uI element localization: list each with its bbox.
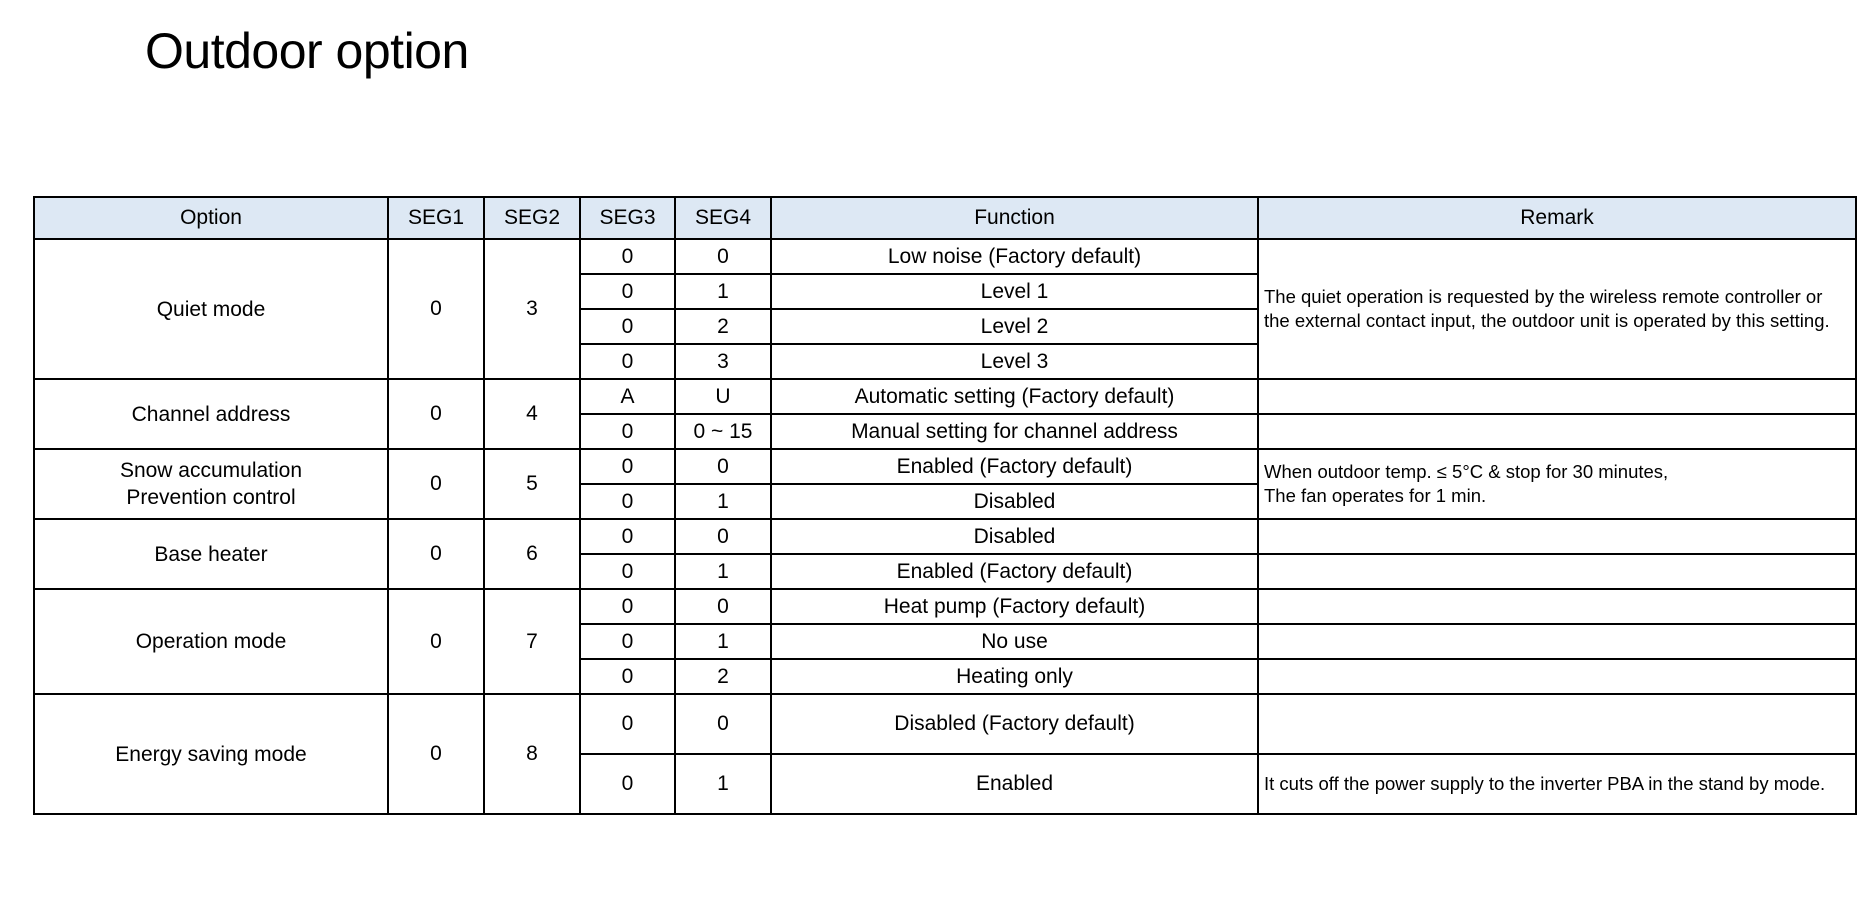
remark-text <box>1258 519 1856 554</box>
seg4-value: 2 <box>675 659 771 694</box>
function-text: Enabled <box>771 754 1258 814</box>
function-text: Manual setting for channel address <box>771 414 1258 449</box>
function-text: Automatic setting (Factory default) <box>771 379 1258 414</box>
function-text: Enabled (Factory default) <box>771 449 1258 484</box>
remark-text <box>1258 449 1856 519</box>
seg4-value: 0 ~ 15 <box>675 414 771 449</box>
seg4-value: 0 <box>675 589 771 624</box>
header-remark: Remark <box>1258 197 1856 239</box>
table-row <box>34 694 1856 754</box>
function-text: Level 1 <box>771 274 1258 309</box>
seg4-value: 1 <box>675 624 771 659</box>
header-option: Option <box>34 197 388 239</box>
table-row <box>34 589 1856 624</box>
function-text: No use <box>771 624 1258 659</box>
seg3-value: A <box>580 379 675 414</box>
function-text: Disabled <box>771 519 1258 554</box>
function-text: Level 2 <box>771 309 1258 344</box>
seg4-value: 0 <box>675 239 771 274</box>
option-name-line: Prevention control <box>126 486 296 509</box>
remark-text: It cuts off the power supply to the inverter PBA in the stand by mode. <box>1258 754 1856 814</box>
seg3-value: 0 <box>580 484 675 519</box>
remark-text: The quiet operation is requested by the wireless remote controller or the external contact input, the outdoor unit is operated by this setting. <box>1258 239 1856 379</box>
seg4-value: 1 <box>675 754 771 814</box>
option-name: Base heater <box>34 519 388 589</box>
table-row <box>34 239 1856 274</box>
seg2-value: 7 <box>484 589 580 694</box>
seg2-value: 8 <box>484 694 580 814</box>
seg3-value: 0 <box>580 589 675 624</box>
header-row <box>34 197 1856 239</box>
seg2-value: 4 <box>484 379 580 449</box>
seg4-value: 3 <box>675 344 771 379</box>
seg4-value: 1 <box>675 274 771 309</box>
seg3-value: 0 <box>580 519 675 554</box>
seg1-value: 0 <box>388 589 484 694</box>
seg3-value: 0 <box>580 554 675 589</box>
function-text: Heating only <box>771 659 1258 694</box>
header-seg1: SEG1 <box>388 197 484 239</box>
seg3-value: 0 <box>580 344 675 379</box>
function-text: Low noise (Factory default) <box>771 239 1258 274</box>
function-text: Disabled (Factory default) <box>771 694 1258 754</box>
option-name <box>34 449 388 519</box>
seg1-value: 0 <box>388 379 484 449</box>
seg3-value: 0 <box>580 449 675 484</box>
option-name: Operation mode <box>34 589 388 694</box>
seg3-value: 0 <box>580 239 675 274</box>
remark-line: When outdoor temp. ≤ 5°C & stop for 30 minutes, <box>1264 461 1669 482</box>
remark-text <box>1258 659 1856 694</box>
seg1-value: 0 <box>388 239 484 379</box>
outdoor-option-table <box>33 196 1857 815</box>
table-row <box>34 519 1856 554</box>
remark-text <box>1258 379 1856 414</box>
function-text: Heat pump (Factory default) <box>771 589 1258 624</box>
remark-text <box>1258 414 1856 449</box>
seg4-value: U <box>675 379 771 414</box>
seg3-value: 0 <box>580 659 675 694</box>
seg4-value: 0 <box>675 449 771 484</box>
seg4-value: 2 <box>675 309 771 344</box>
option-name-line: Snow accumulation <box>119 459 303 482</box>
seg3-value: 0 <box>580 754 675 814</box>
option-name: Quiet mode <box>34 239 388 379</box>
seg4-value: 1 <box>675 554 771 589</box>
header-seg4: SEG4 <box>675 197 771 239</box>
seg3-value: 0 <box>580 694 675 754</box>
seg3-value: 0 <box>580 274 675 309</box>
table-row <box>34 449 1856 484</box>
seg3-value: 0 <box>580 309 675 344</box>
table-row <box>34 379 1856 414</box>
remark-text <box>1258 694 1856 754</box>
seg1-value: 0 <box>388 449 484 519</box>
remark-text <box>1258 589 1856 624</box>
option-name: Channel address <box>34 379 388 449</box>
page-title: Outdoor option <box>145 23 469 79</box>
seg4-value: 0 <box>675 519 771 554</box>
header-function: Function <box>771 197 1258 239</box>
option-name: Energy saving mode <box>34 694 388 814</box>
seg3-value: 0 <box>580 414 675 449</box>
remark-text <box>1258 624 1856 659</box>
function-text: Enabled (Factory default) <box>771 554 1258 589</box>
seg4-value: 0 <box>675 694 771 754</box>
function-text: Level 3 <box>771 344 1258 379</box>
seg1-value: 0 <box>388 694 484 814</box>
function-text: Disabled <box>771 484 1258 519</box>
seg2-value: 5 <box>484 449 580 519</box>
seg2-value: 3 <box>484 239 580 379</box>
seg4-value: 1 <box>675 484 771 519</box>
header-seg3: SEG3 <box>580 197 675 239</box>
remark-line: The fan operates for 1 min. <box>1264 485 1487 506</box>
seg3-value: 0 <box>580 624 675 659</box>
seg1-value: 0 <box>388 519 484 589</box>
header-seg2: SEG2 <box>484 197 580 239</box>
seg2-value: 6 <box>484 519 580 589</box>
remark-text <box>1258 554 1856 589</box>
